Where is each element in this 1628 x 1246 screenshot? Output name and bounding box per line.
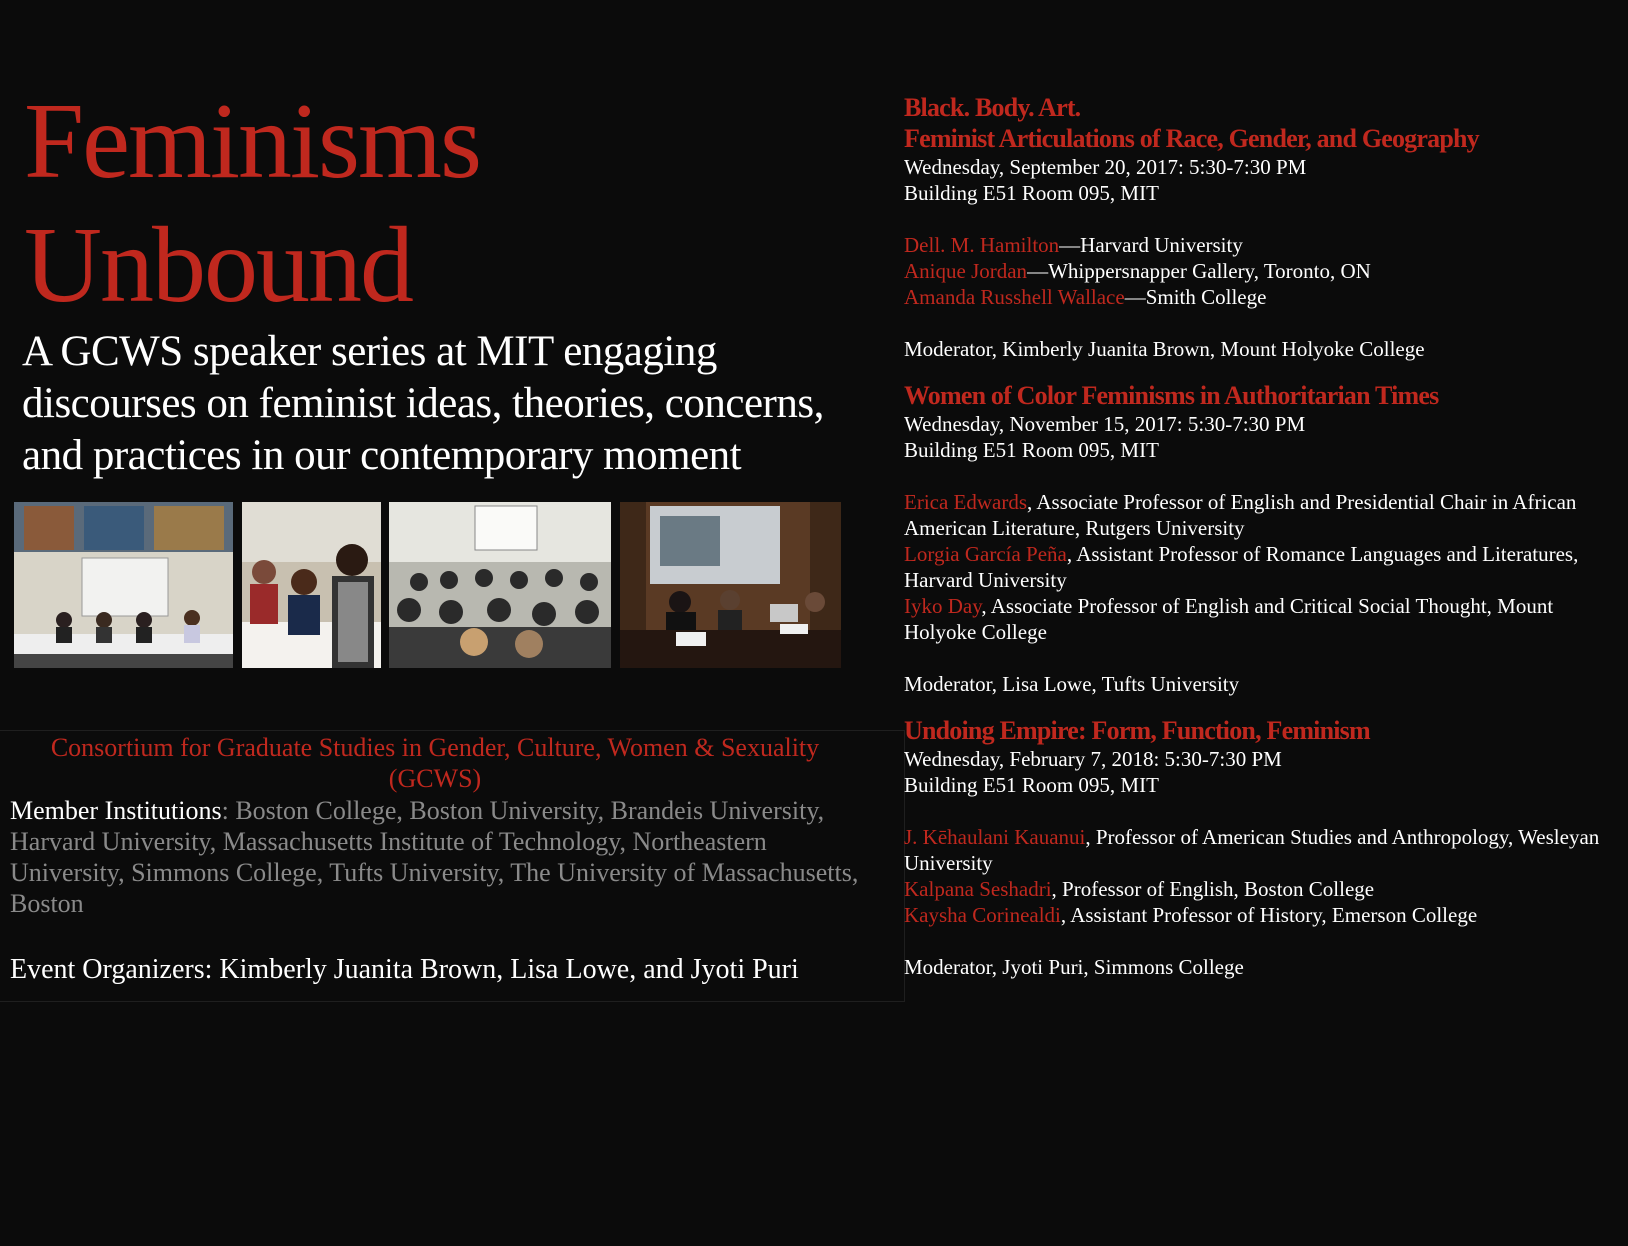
title-line-2: Unbound xyxy=(24,206,412,325)
event-3-location: Building E51 Room 095, MIT xyxy=(904,773,1159,797)
speaker-affiliation: , Associate Professor of English and Presidential Chair in African American Literature, Rutgers University xyxy=(904,490,1577,540)
event-1-title: Black. Body. Art. xyxy=(904,93,1081,122)
speaker-affiliation: , Professor of English, Boston College xyxy=(1051,877,1375,901)
speaker xyxy=(904,489,1624,541)
speaker-affiliation: , Assistant Professor of Romance Languages and Literatures, Harvard University xyxy=(904,542,1579,592)
speaker-affiliation: —Harvard University xyxy=(1059,233,1243,257)
speaker-affiliation: , Professor of American Studies and Anthropology, Wesleyan University xyxy=(904,825,1600,875)
speaker xyxy=(904,902,1624,928)
event-1-subtitle: Feminist Articulations of Race, Gender, and Geography xyxy=(904,124,1479,153)
speaker xyxy=(904,541,1624,593)
speaker xyxy=(904,593,1624,645)
speaker xyxy=(904,876,1624,902)
event-organizers: Event Organizers: Kimberly Juanita Brown, Lisa Lowe, and Jyoti Puri xyxy=(10,954,799,985)
event-3-title: Undoing Empire: Form, Function, Feminism xyxy=(904,716,1370,745)
speaker-name: Anique Jordan xyxy=(904,259,1028,283)
event-3-moderator: Moderator, Jyoti Puri, Simmons College xyxy=(904,955,1244,979)
event-2-location: Building E51 Room 095, MIT xyxy=(904,438,1159,462)
speaker-name: Kalpana Seshadri xyxy=(904,877,1052,901)
speaker-affiliation: , Associate Professor of English and Critical Social Thought, Mount Holyoke College xyxy=(904,594,1554,644)
member-institutions xyxy=(10,795,880,919)
event-1-moderator: Moderator, Kimberly Juanita Brown, Mount Holyoke College xyxy=(904,337,1425,361)
series-description: A GCWS speaker series at MIT engaging discourses on feminist ideas, theories, concerns, and practices in our contemporary moment xyxy=(22,328,824,479)
event-photo-panel-table xyxy=(620,502,841,668)
event-2 xyxy=(904,380,1624,697)
speaker xyxy=(904,258,1624,284)
speaker-name: Iyko Day xyxy=(904,594,982,618)
speaker-name: J. Kēhaulani Kauanui xyxy=(904,825,1086,849)
speaker xyxy=(904,824,1624,876)
speaker-affiliation: —Smith College xyxy=(1124,285,1267,309)
event-3-date: Wednesday, February 7, 2018: 5:30-7:30 PM xyxy=(904,747,1282,771)
event-photo-panel xyxy=(14,502,233,668)
event-2-title: Women of Color Feminisms in Authoritarian Times xyxy=(904,381,1439,410)
event-photo-speaker xyxy=(242,502,381,668)
members-list: Boston College, Boston University, Brandeis University, Harvard University, Massachusetts Institute of Technology, Northeastern University, Simmons College, Tufts University, The University of Massachusetts, Boston xyxy=(10,796,859,918)
members-sep: : xyxy=(221,796,229,825)
event-2-moderator: Moderator, Lisa Lowe, Tufts University xyxy=(904,672,1240,696)
speaker-name: Erica Edwards xyxy=(904,490,1028,514)
event-photo-audience xyxy=(389,502,611,668)
speaker-affiliation: —Whippersnapper Gallery, Toronto, ON xyxy=(1027,259,1371,283)
speaker-name: Amanda Russhell Wallace xyxy=(904,285,1125,309)
speaker xyxy=(904,284,1624,310)
members-label: Member Institutions xyxy=(10,796,222,825)
event-2-date: Wednesday, November 15, 2017: 5:30-7:30 PM xyxy=(904,412,1306,436)
event-1-location: Building E51 Room 095, MIT xyxy=(904,181,1159,205)
event-3 xyxy=(904,715,1624,980)
speaker-affiliation: , Assistant Professor of History, Emerson College xyxy=(1060,903,1478,927)
page-title xyxy=(24,80,844,328)
events-list xyxy=(904,92,1624,980)
consortium-name: Consortium for Graduate Studies in Gender, Culture, Women & Sexuality (GCWS) xyxy=(50,733,820,793)
event-1-date: Wednesday, September 20, 2017: 5:30-7:30 PM xyxy=(904,155,1307,179)
speaker-name: Kaysha Corinealdi xyxy=(904,903,1061,927)
speaker-name: Dell. M. Hamilton xyxy=(904,233,1060,257)
event-1 xyxy=(904,92,1624,362)
speaker xyxy=(904,232,1624,258)
speaker-name: Lorgia García Peña xyxy=(904,542,1067,566)
title-line-1: Feminisms xyxy=(24,82,481,201)
